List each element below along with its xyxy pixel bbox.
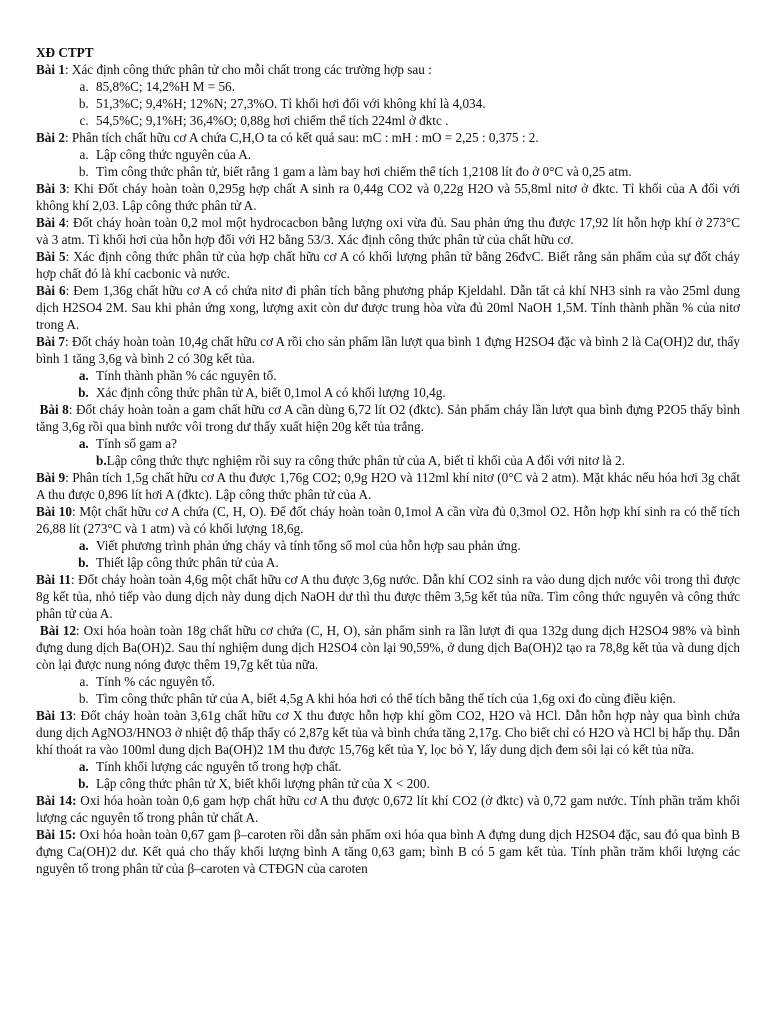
document-title: XĐ CTPT (36, 45, 94, 60)
problem-9 (36, 469, 740, 503)
problem-text: : Xác định công thức phân tử của hợp chất hữu cơ A có khối lượng phân tử bằng 26đvC. Biết rằng sản phẩm của sự đốt cháy hợp chất đó là khí cacbonic và nước. (36, 249, 741, 281)
problem-text: : Xác định công thức phân tử cho mỗi chất trong các trường hợp sau : (64, 62, 432, 77)
problem-label: Bài 15: (36, 827, 77, 842)
list-item: a. Lập công thức nguyên của A. (92, 146, 740, 163)
problem-text: : Đem 1,36g chất hữu cơ A có chứa nitơ đi phân tích bằng phương pháp Kjeldahl. Dẫn tất cả khí NH3 sinh ra vào 25ml dung dịch H2SO4 2M. Sau khi phản ứng xong, lượng axit còn dư được trung hòa vừa đủ 20ml NaOH 1,5M. Tính thành phần % của nitơ trong A. (36, 283, 740, 332)
problem-label: Bài 8 (39, 402, 69, 417)
problem-label: Bài 1 (36, 62, 65, 77)
problem-7-items (36, 367, 740, 401)
list-item: a. Tính số gam a? (92, 435, 740, 452)
problem-6 (36, 282, 740, 333)
list-item: a. Tính thành phần % các nguyên tố. (92, 367, 740, 384)
problem-5 (36, 248, 740, 282)
problem-label: Bài 13 (36, 708, 73, 723)
problem-label: Bài 11 (36, 572, 71, 587)
problem-label: Bài 2 (36, 130, 65, 145)
problem-label: Bài 5 (36, 249, 66, 264)
list-item: b. Tìm công thức phân tử của A, biết 4,5g A khi hóa hơi có thể tích bằng thể tích của 1,6g oxi đo cùng điều kiện. (92, 690, 740, 707)
problem-10 (36, 503, 740, 537)
problem-label: Bài 12 (39, 623, 77, 638)
problem-1 (36, 61, 740, 78)
problem-12 (36, 622, 740, 673)
problem-label: Bài 4 (36, 215, 66, 230)
problem-4 (36, 214, 740, 248)
problem-8 (36, 401, 740, 435)
problem-text: : Một chất hữu cơ A chứa (C, H, O). Để đốt cháy hoàn toàn 0,1mol A cần vừa đủ 0,3mol O2. Hỗn hợp khí sinh ra có thể tích 26,88 lít (273°C và 1 atm) và có khối lượng 18,6g. (36, 504, 740, 536)
problem-1-items (36, 78, 740, 129)
problem-label: Bài 9 (36, 470, 66, 485)
problem-text: : Đốt cháy hoàn toàn 0,2 mol một hydrocacbon bằng lượng oxi vừa đủ. Sau phản ứng thu được 17,92 lít hỗn hợp khí ở 273°C và 3 atm. Tỉ khối hơi của hỗn hợp đối với H2 bằng 53/3. Xác định công thức phân tử của chất hữu cơ. (36, 215, 740, 247)
problem-label: Bài 7 (36, 334, 65, 349)
problem-15 (36, 826, 740, 877)
problem-11 (36, 571, 740, 622)
problem-7 (36, 333, 740, 367)
problem-10-items (36, 537, 740, 571)
item-text: Lập công thức thực nghiệm rồi suy ra công thức phân tử của A, biết tỉ khối của A đối với nitơ là 2. (106, 453, 625, 468)
list-item: b. Xác định công thức phân tử A, biết 0,1mol A có khối lượng 10,4g. (92, 384, 740, 401)
problem-text: : Đốt cháy hoàn toàn a gam chất hữu cơ A cần dùng 6,72 lít O2 (đktc). Sản phẩm cháy lần lượt qua bình đựng P2O5 thấy bình tăng 3,6g rồi qua bình nước vôi trong dư thấy xuất hiện 20g kết tủa trắng. (36, 402, 740, 434)
problem-label: Bài 10 (36, 504, 72, 519)
problem-text: : Đốt cháy hoàn toàn 4,6g một chất hữu cơ A thu được 3,6g nước. Dẫn khí CO2 sinh ra vào dung dịch nước vôi trong thì được 8g kết tủa, nhỏ tiếp vào dung dịch này dung dịch NaOH dư thì thu được thêm 3,5g kết tủa nữa. Tìm công thức nguyên và công thức phân tử của A. (36, 572, 740, 621)
problem-8-items (36, 435, 740, 452)
problem-2 (36, 129, 740, 146)
list-item: a. Viết phương trình phản ứng cháy và tính tổng số mol của hỗn hợp sau phản ứng. (92, 537, 740, 554)
problem-text: : Đốt cháy hoàn toàn 3,61g chất hữu cơ X thu được hỗn hợp khí gồm CO2, H2O và HCl. Dẫn hỗn hợp này qua bình chứa dung dịch AgNO3/HNO3 ở nhiệt độ thấp thấy có 2,87g kết tủa và bình chứa tăng 2,17g. Cho biết chỉ có H2O và HCl bị hấp thụ. Dẫn khí thoát ra vào 100ml dung dịch Ba(OH)2 1M thu được 15,76g kết tủa Y, lọc bỏ Y, lấy dung dịch đem sôi lại có kết tủa nữa. (36, 708, 740, 757)
problem-12-items (36, 673, 740, 707)
list-item: a. 85,8%C; 14,2%H M = 56. (92, 78, 740, 95)
problem-13 (36, 707, 740, 758)
list-item: a. Tính khối lượng các nguyên tố trong hợp chất. (92, 758, 740, 775)
list-item: b. 51,3%C; 9,4%H; 12%N; 27,3%O. Tỉ khối hơi đối với không khí là 4,034. (92, 95, 740, 112)
problem-8-item-b (36, 452, 740, 469)
problem-text: Oxi hóa hoàn toàn 0,6 gam hợp chất hữu cơ A thu được 0,672 lít khí CO2 (ở đktc) và 0,72 gam nước. Tính phần trăm khối lượng các nguyên tố trong phân tử chất A. (36, 793, 740, 825)
problem-text: Oxi hóa hoàn toàn 0,67 gam β–caroten rồi dẫn sản phẩm oxi hóa qua bình A đựng dung dịch H2SO4 đặc, sau đó qua bình B đựng Ca(OH)2 dư. Kết quả cho thấy khối lượng bình A tăng 0,63 gam; bình B có 5 gam kết tủa. Tính phần trăm khối lượng các nguyên tố trong phân tử của β–caroten và CTĐGN của caroten (36, 827, 740, 876)
problem-13-items (36, 758, 740, 792)
list-item: b. Tìm công thức phân tử, biết rằng 1 gam a làm bay hơi chiếm thể tích 1,2108 lít đo ở 0°C và 0,25 atm. (92, 163, 740, 180)
list-item: b. Lập công thức phân tử X, biết khối lượng phân tử của X < 200. (92, 775, 740, 792)
problem-text: : Khi Đốt cháy hoàn toàn 0,295g hợp chất A sinh ra 0,44g CO2 và 0,22g H2O và 55,8ml nitơ ở đktc. Tỉ khối của A đối với không khí 2,03. Lập công thức phân tử A. (36, 181, 740, 213)
problem-text: : Oxi hóa hoàn toàn 18g chất hữu cơ chứa (C, H, O), sản phẩm sinh ra lần lượt đi qua 132g dung dịch H2SO4 98% và bình đựng dung dịch Ba(OH)2. Sau thí nghiệm dung dịch H2SO4 còn lại 90,59%, ở dung dịch Ba(OH)2 tạo ra 78,8g kết tủa và dung dịch còn lại được nung nóng được thêm 19,7g kết tủa nữa. (36, 623, 741, 672)
problem-3 (36, 180, 740, 214)
list-item: a. Tính % các nguyên tố. (92, 673, 740, 690)
problem-text: : Phân tích chất hữu cơ A chứa C,H,O ta có kết quả sau: mC : mH : mO = 2,25 : 0,375 : 2. (64, 130, 539, 145)
problem-14 (36, 792, 740, 826)
problem-text: : Đốt cháy hoàn toàn 10,4g chất hữu cơ A rồi cho sản phẩm lần lượt qua bình 1 đựng H2SO4 đặc và bình 2 là Ca(OH)2 dư, thấy bình 1 tăng 3,6g và bình 2 có 30g kết tủa. (36, 334, 740, 366)
problem-2-items (36, 146, 740, 180)
list-item: b. Thiết lập công thức phân tử của A. (92, 554, 740, 571)
problem-label: Bài 14: (36, 793, 77, 808)
problem-label: Bài 3 (36, 181, 67, 196)
item-marker: b. (96, 453, 107, 468)
problem-text: : Phân tích 1,5g chất hữu cơ A thu được 1,76g CO2; 0,9g H2O và 112ml khí nitơ (0°C và 2 atm). Mặt khác nếu hóa hơi 3g chất A thu được 0,896 lít hơi A (đktc). Lập công thức phân tử của A. (36, 470, 740, 502)
problem-label: Bài 6 (36, 283, 66, 298)
list-item: c. 54,5%C; 9,1%H; 36,4%O; 0,88g hơi chiếm thể tích 224ml ở đktc . (92, 112, 740, 129)
